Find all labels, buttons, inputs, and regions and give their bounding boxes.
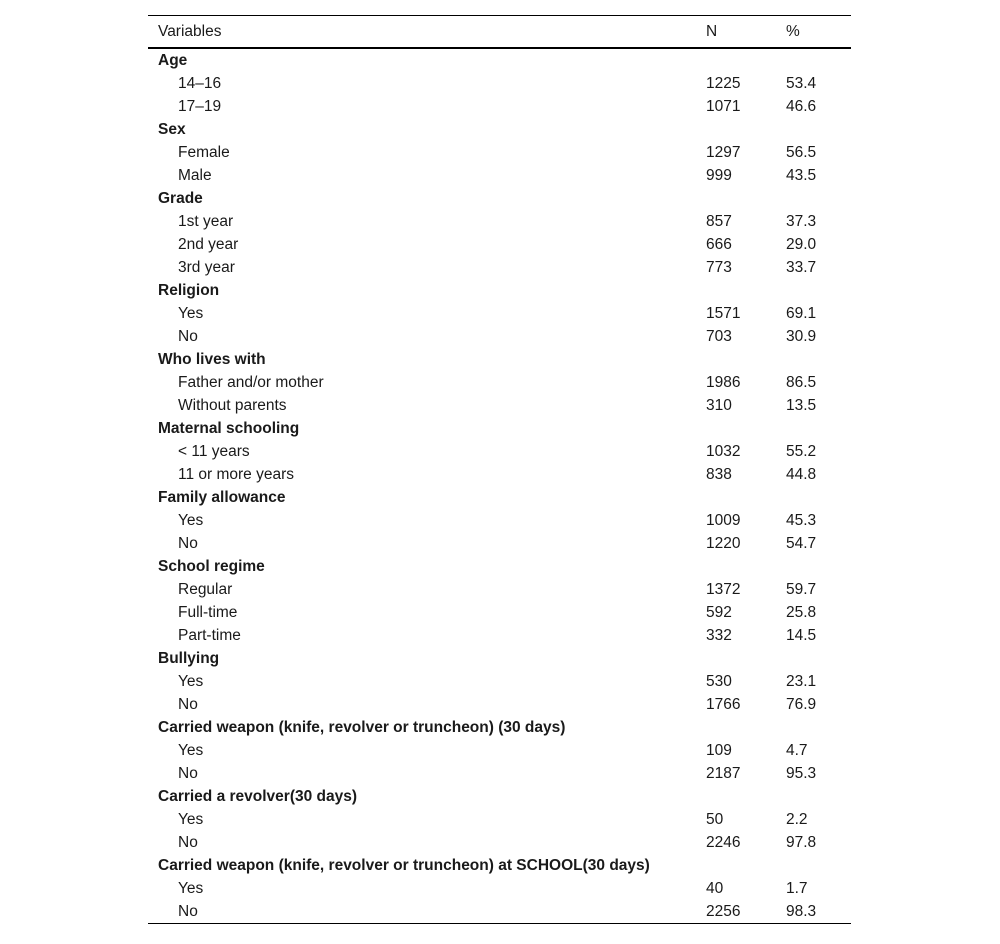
row-label: Female	[178, 144, 230, 161]
table-row	[148, 325, 851, 348]
header-row	[148, 16, 851, 49]
row-n-value: 773	[706, 259, 732, 276]
group-label: Maternal schooling	[158, 420, 300, 437]
group-label: Religion	[158, 282, 220, 299]
row-percent-value: 98.3	[786, 903, 817, 920]
table-row	[148, 440, 851, 463]
table-row	[148, 762, 851, 785]
row-n-value: 2256	[706, 903, 741, 920]
row-n-value: 1225	[706, 75, 741, 92]
table-row	[148, 624, 851, 647]
table-row	[148, 831, 851, 854]
empty-cell	[786, 555, 851, 578]
group-label: Bullying	[158, 650, 220, 667]
header-percent: %	[786, 22, 800, 40]
empty-cell	[786, 785, 851, 808]
table-row	[148, 808, 851, 831]
row-percent-value: 69.1	[786, 305, 817, 322]
table-row	[148, 256, 851, 279]
group-row	[148, 716, 851, 739]
empty-cell	[786, 417, 851, 440]
empty-cell	[706, 555, 786, 578]
group-label: Age	[158, 52, 188, 69]
row-percent-value: 45.3	[786, 512, 817, 529]
row-n-value: 1009	[706, 512, 741, 529]
row-percent-value: 55.2	[786, 443, 817, 460]
table-row	[148, 578, 851, 601]
row-n-value: 838	[706, 466, 732, 483]
empty-cell	[706, 647, 786, 670]
table-header	[148, 16, 851, 49]
group-label: Sex	[158, 121, 186, 138]
table-row	[148, 164, 851, 187]
row-n-value: 50	[706, 811, 724, 828]
row-percent-value: 43.5	[786, 167, 817, 184]
row-n-value: 592	[706, 604, 732, 621]
row-label: 1st year	[178, 213, 234, 230]
data-table-container	[148, 15, 851, 924]
group-label: Grade	[158, 190, 203, 207]
table-body	[148, 48, 851, 924]
table-row	[148, 532, 851, 555]
row-percent-value: 53.4	[786, 75, 817, 92]
row-n-value: 332	[706, 627, 732, 644]
empty-cell	[706, 348, 786, 371]
group-row	[148, 118, 851, 141]
row-label: < 11 years	[178, 443, 250, 460]
empty-cell	[786, 348, 851, 371]
row-label: 11 or more years	[178, 466, 295, 483]
empty-cell	[706, 417, 786, 440]
table-row	[148, 670, 851, 693]
row-n-value: 703	[706, 328, 732, 345]
row-percent-value: 37.3	[786, 213, 817, 230]
row-label: Yes	[178, 673, 204, 690]
empty-cell	[706, 48, 786, 72]
row-percent-value: 44.8	[786, 466, 817, 483]
row-percent-value: 33.7	[786, 259, 817, 276]
row-n-value: 40	[706, 880, 724, 897]
empty-cell	[706, 187, 786, 210]
row-label: Yes	[178, 512, 204, 529]
row-percent-value: 2.2	[786, 811, 808, 828]
empty-cell	[786, 118, 851, 141]
empty-cell	[786, 48, 851, 72]
group-label: Who lives with	[158, 351, 266, 368]
row-label: Without parents	[178, 397, 287, 414]
row-percent-value: 29.0	[786, 236, 817, 253]
table-row	[148, 72, 851, 95]
group-row	[148, 279, 851, 302]
row-label: 2nd year	[178, 236, 239, 253]
row-n-value: 1297	[706, 144, 741, 161]
row-n-value: 530	[706, 673, 732, 690]
row-label: No	[178, 834, 198, 851]
table-row	[148, 141, 851, 164]
row-label: No	[178, 765, 198, 782]
header-variables: Variables	[158, 22, 222, 40]
row-label: No	[178, 535, 198, 552]
row-percent-value: 14.5	[786, 627, 817, 644]
group-row	[148, 647, 851, 670]
row-label: Yes	[178, 811, 204, 828]
row-percent-value: 59.7	[786, 581, 817, 598]
row-label: Father and/or mother	[178, 374, 324, 391]
group-label: Carried weapon (knife, revolver or truncheon) (30 days)	[158, 719, 566, 736]
table-row	[148, 371, 851, 394]
row-n-value: 857	[706, 213, 732, 230]
table-row	[148, 302, 851, 325]
empty-cell	[706, 486, 786, 509]
row-label: Part-time	[178, 627, 241, 644]
row-n-value: 1571	[706, 305, 741, 322]
row-label: 3rd year	[178, 259, 235, 276]
row-percent-value: 95.3	[786, 765, 817, 782]
row-label: No	[178, 903, 198, 920]
row-n-value: 666	[706, 236, 732, 253]
header-n: N	[706, 22, 718, 40]
group-row	[148, 555, 851, 578]
group-row	[148, 785, 851, 808]
row-percent-value: 25.8	[786, 604, 817, 621]
empty-cell	[786, 647, 851, 670]
empty-cell	[786, 486, 851, 509]
empty-cell	[706, 716, 786, 739]
row-percent-value: 56.5	[786, 144, 817, 161]
row-percent-value: 97.8	[786, 834, 817, 851]
row-percent-value: 13.5	[786, 397, 817, 414]
row-percent-value: 23.1	[786, 673, 817, 690]
table-row	[148, 509, 851, 532]
table-row	[148, 739, 851, 762]
empty-cell	[786, 187, 851, 210]
row-label: Yes	[178, 305, 204, 322]
row-percent-value: 76.9	[786, 696, 817, 713]
table-row	[148, 95, 851, 118]
group-label: School regime	[158, 558, 265, 575]
row-n-value: 1032	[706, 443, 741, 460]
row-percent-value: 46.6	[786, 98, 817, 115]
table-row	[148, 601, 851, 624]
row-label: 17–19	[178, 98, 222, 115]
row-n-value: 1372	[706, 581, 741, 598]
data-table	[148, 15, 851, 924]
row-percent-value: 4.7	[786, 742, 808, 759]
group-row	[148, 486, 851, 509]
row-n-value: 2187	[706, 765, 741, 782]
row-n-value: 1220	[706, 535, 741, 552]
row-n-value: 1071	[706, 98, 741, 115]
row-n-value: 310	[706, 397, 732, 414]
row-percent-value: 30.9	[786, 328, 817, 345]
group-row	[148, 417, 851, 440]
row-label: No	[178, 328, 198, 345]
group-label: Carried a revolver(30 days)	[158, 788, 358, 805]
empty-cell	[786, 279, 851, 302]
row-label: Regular	[178, 581, 233, 598]
empty-cell	[786, 716, 851, 739]
table-row	[148, 233, 851, 256]
table-row	[148, 877, 851, 900]
empty-cell	[706, 279, 786, 302]
row-percent-value: 86.5	[786, 374, 817, 391]
group-label: Carried weapon (knife, revolver or truncheon) at SCHOOL(30 days)	[158, 857, 650, 874]
group-row	[148, 187, 851, 210]
row-n-value: 109	[706, 742, 732, 759]
empty-cell	[706, 118, 786, 141]
empty-cell	[706, 785, 786, 808]
table-row	[148, 693, 851, 716]
table-row	[148, 210, 851, 233]
row-n-value: 1766	[706, 696, 741, 713]
row-label: Male	[178, 167, 212, 184]
row-label: 14–16	[178, 75, 222, 92]
empty-cell	[706, 854, 786, 877]
row-label: No	[178, 696, 198, 713]
empty-cell	[786, 854, 851, 877]
table-row	[148, 900, 851, 924]
row-n-value: 2246	[706, 834, 741, 851]
group-row	[148, 48, 851, 72]
row-n-value: 999	[706, 167, 732, 184]
group-row	[148, 348, 851, 371]
group-label: Family allowance	[158, 489, 286, 506]
group-row	[148, 854, 851, 877]
row-n-value: 1986	[706, 374, 741, 391]
row-label: Yes	[178, 880, 204, 897]
row-percent-value: 54.7	[786, 535, 817, 552]
row-percent-value: 1.7	[786, 880, 808, 897]
table-row	[148, 463, 851, 486]
table-row	[148, 394, 851, 417]
row-label: Full-time	[178, 604, 238, 621]
row-label: Yes	[178, 742, 204, 759]
